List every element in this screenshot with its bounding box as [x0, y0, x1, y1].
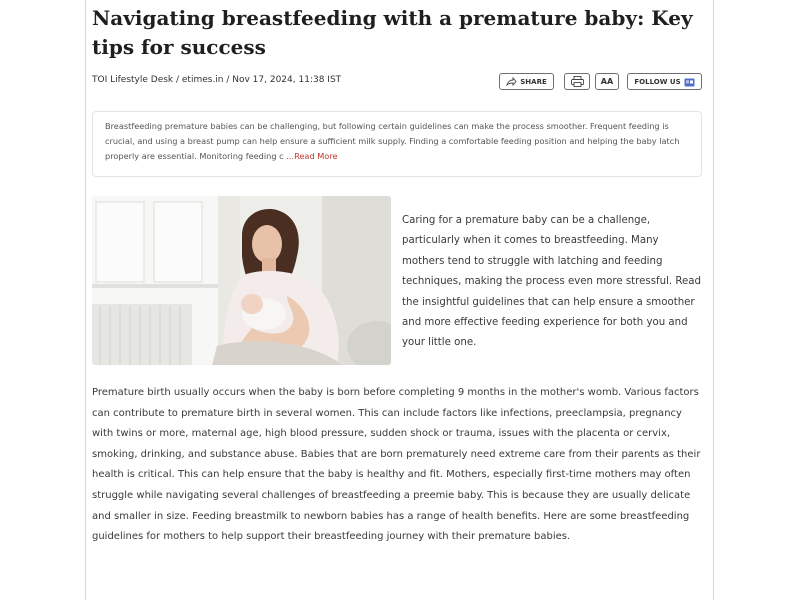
follow-us-label: FOLLOW US — [634, 77, 681, 86]
print-button[interactable] — [564, 73, 590, 90]
mother-breastfeeding-photo — [92, 196, 391, 365]
share-button[interactable] — [499, 73, 554, 90]
printer-icon — [571, 76, 584, 87]
article-byline: TOI Lifestyle Desk / etimes.in / Nov 17, 2024, 11:38 IST — [92, 75, 342, 85]
share-label: SHARE — [520, 77, 547, 86]
meta-row — [92, 73, 704, 91]
google-news-icon — [684, 77, 695, 87]
font-size-label: AA — [600, 77, 614, 86]
read-more-link[interactable]: ...Read More — [283, 151, 338, 161]
article-title: Navigating breastfeeding with a premature baby: Key tips for success — [92, 6, 693, 59]
summary-text: Breastfeeding premature babies can be challenging, but following certain guidelines can make the process smoother. Frequent feeding is crucial, and using a breast pump can help ensure a sufficient milk supply. Finding a comfortable feeding position and helping the baby latch properly are essential. Monitoring feeding c — [105, 121, 680, 161]
font-size-button[interactable] — [595, 73, 619, 90]
article-body-paragraph: Premature birth usually occurs when the baby is born before completing 9 months in the mother's womb. Various factors can contribute to premature birth in several women. This can include factors like infections, preeclampsia, pregnancy with twins or more, maternal age, high blood pressure, sudden shock or trauma, issues with the placenta or cervix, smoking, drinking, and substance abuse. Babies that are born prematurely need extreme care from their parents as their health is critical. This can help ensure that the baby is healthy and fit. Mothers, especially first-time mothers may often struggle while navigating several challenges of breastfeeding a preemie baby. This is because they are usually delicate and smaller in size. Feeding breastmilk to newborn babies has a range of health benefits. Here are some breastfeeding guidelines for mothers to help support their breastfeeding journey with their premature babies. — [92, 387, 701, 543]
article-hero-image — [92, 196, 391, 365]
article-lead-paragraph: Caring for a premature baby can be a challenge, particularly when it comes to breastfeeding. Many mothers tend to struggle with latching and feeding techniques, making the process even more stressful. Read the insightful guidelines that can help ensure a smoother and more effective feeding experience for both you and your little one. — [402, 215, 701, 349]
article-summary-box — [92, 111, 702, 177]
follow-us-button[interactable] — [627, 73, 702, 90]
share-arrow-icon — [506, 77, 517, 86]
